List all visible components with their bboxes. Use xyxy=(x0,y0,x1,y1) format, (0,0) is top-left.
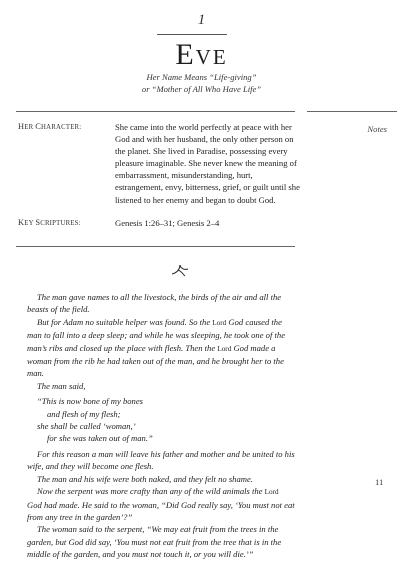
chapter-title xyxy=(0,38,403,72)
passage-paragraph: The man said, xyxy=(37,380,86,391)
passage-paragraph: The woman said to the serpent, “We may eat fruit from the trees in the garden, but God did say, ‘You must not eat fruit from the tree that is in the middle of the garden, and you must not touch it, or you will die.’” xyxy=(27,524,282,560)
chapter-number: 1 xyxy=(197,12,206,28)
passage-text: But for Adam no suitable helper was found. So the xyxy=(37,316,213,327)
chapter-subtitle-line1: Her Name Means “Life-giving” xyxy=(146,72,257,82)
lord-smallcaps: Lord xyxy=(212,318,227,327)
notes-rule xyxy=(307,111,397,112)
verse-line: for she was taken out of man.” xyxy=(47,433,153,444)
chapter-subtitle-line2: or “Mother of All Who Have Life” xyxy=(141,84,262,94)
passage-text: Now the serpent was more crafty than any of the wild animals the xyxy=(37,486,265,497)
character-label-er: ER xyxy=(24,124,36,131)
scriptures-label-k: K xyxy=(18,218,25,227)
notes-label: Notes xyxy=(367,124,387,134)
section-rule-bottom xyxy=(16,246,295,247)
passage-paragraph xyxy=(27,316,295,380)
page-number: 11 xyxy=(375,477,384,487)
key-scriptures: Genesis 1:26–31; Genesis 2–4 xyxy=(115,218,220,228)
scripture-passage xyxy=(27,291,295,561)
chapter-title-rest: VE xyxy=(195,45,228,69)
chapter-title-initial: E xyxy=(175,38,196,71)
passage-text: God caused the man to fall into a deep sleep; and while he was sleeping, he took one of the man’s ribs and closed up the place with flesh. Then the xyxy=(27,316,286,353)
character-label-h: H xyxy=(18,122,25,131)
verse-line: “This is now bone of my bones xyxy=(37,396,143,407)
passage-paragraph: For this reason a man will leave his father and mother and be united to his wife, and they will become one flesh. xyxy=(27,448,295,472)
character-description: She came into the world perfectly at peace with her God and with her husband, the only other person on the planet. She lived in Paradise, possessing every pleasure imaginable. She never knew the meaning of embarrassment, misunderstanding, hurt, estrangement, envy, bitterness, grief, or guilt until she listened to her enemy and began to doubt God. xyxy=(115,122,300,205)
vine-ornament-icon xyxy=(169,262,191,278)
scriptures-label-s: S xyxy=(35,218,41,227)
scriptures-label-criptures: CRIPTURES: xyxy=(40,220,81,227)
passage-paragraph xyxy=(27,485,295,523)
character-label-haracter: HARACTER: xyxy=(41,124,82,131)
passage-paragraph: The man and his wife were both naked, and they felt no shame. xyxy=(37,473,253,484)
chapter-number-rule xyxy=(157,34,227,35)
scriptures-label-ey: EY xyxy=(24,220,36,227)
passage-text: God made a woman from the rib he had taken out of the man, and he brought her to the man. xyxy=(27,342,284,379)
lord-smallcaps: Lord xyxy=(217,344,232,353)
verse-line: and flesh of my flesh; xyxy=(47,408,121,419)
verse-line: she shall be called ‘woman,’ xyxy=(37,421,136,432)
character-label xyxy=(18,122,128,131)
scriptures-label xyxy=(18,218,128,227)
character-label-c: C xyxy=(35,122,42,131)
lord-smallcaps: Lord xyxy=(264,488,279,497)
passage-paragraph: The man gave names to all the livestock, the birds of the air and all the beasts of the field. xyxy=(27,292,282,315)
passage-text: God had made. He said to the woman, “Did God really say, ‘You must not eat from any tree in the garden’?” xyxy=(27,499,295,522)
section-rule-top xyxy=(16,111,295,112)
